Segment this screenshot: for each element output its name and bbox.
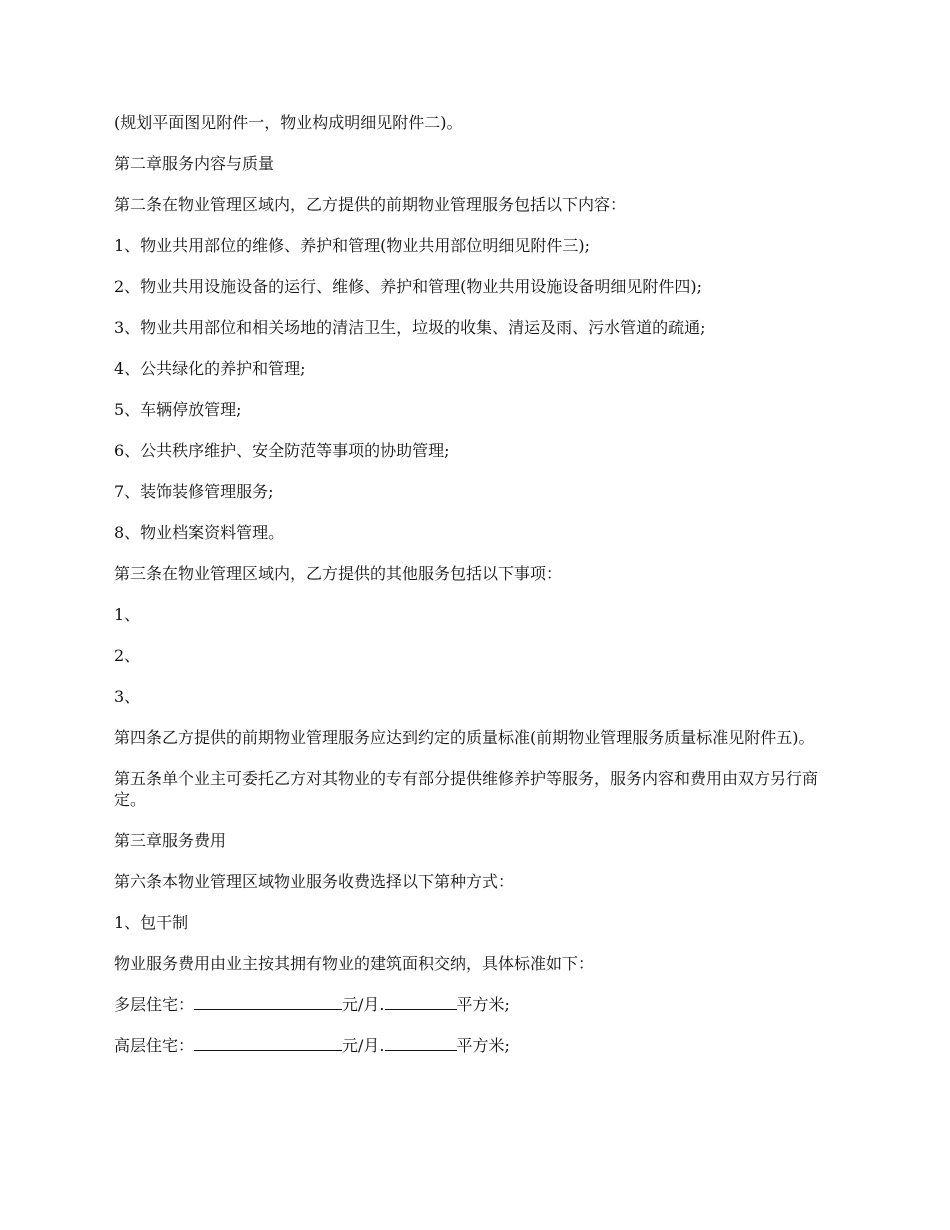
service-item-7: 7、装饰装修管理服务; — [114, 482, 274, 501]
fee-blank-area[interactable] — [385, 1036, 457, 1051]
fee-line-multistory — [114, 994, 844, 1015]
article-4: 第四条乙方提供的前期物业管理服务应达到约定的质量标准(前期物业管理服务质量标准见附件五)。 — [114, 728, 815, 747]
service-item-4: 4、公共绿化的养护和管理; — [114, 359, 306, 378]
other-service-item-3: 3、 — [114, 687, 141, 706]
service-item-5: 5、车辆停放管理; — [114, 400, 242, 419]
article-3: 第三条在物业管理区域内，乙方提供的其他服务包括以下事项： — [114, 564, 563, 583]
service-item-3: 3、物业共用部位和相关场地的清洁卫生，垃圾的收集、清运及雨、污水管道的疏通; — [114, 318, 706, 337]
fee-line-area-unit: 平方米; — [456, 1036, 510, 1055]
chapter-heading-3: 第三章服务费用 — [114, 831, 227, 850]
fee-blank-area[interactable] — [385, 995, 457, 1010]
service-item-6: 6、公共秩序维护、安全防范等事项的协助管理; — [114, 441, 450, 460]
fee-line-label: 多层住宅： — [114, 995, 195, 1014]
service-item-2: 2、物业共用设施设备的运行、维修、养护和管理(物业共用设施设备明细见附件四); — [114, 277, 703, 296]
other-service-item-2: 2、 — [114, 646, 141, 665]
fee-line-unit: 元/月. — [342, 1036, 385, 1055]
chapter-heading-2: 第二章服务内容与质量 — [114, 154, 275, 173]
fee-line-area-unit: 平方米; — [456, 995, 510, 1014]
service-item-1: 1、物业共用部位的维修、养护和管理(物业共用部位明细见附件三); — [114, 236, 591, 255]
fee-method-1: 1、包干制 — [114, 913, 189, 932]
fee-line-unit: 元/月. — [342, 995, 385, 1014]
article-5: 第五条单个业主可委托乙方对其物业的专有部分提供维修养护等服务，服务内容和费用由双方另行商定。 — [114, 769, 819, 809]
article-2: 第二条在物业管理区域内，乙方提供的前期物业管理服务包括以下内容： — [114, 195, 627, 214]
fee-blank-rate[interactable] — [194, 995, 342, 1010]
service-item-8: 8、物业档案资料管理。 — [114, 523, 285, 542]
fee-blank-rate[interactable] — [194, 1036, 342, 1051]
fee-standard-intro: 物业服务费用由业主按其拥有物业的建筑面积交纳，具体标准如下： — [114, 954, 595, 973]
document-page — [114, 112, 844, 1076]
fee-line-highrise — [114, 1035, 844, 1056]
article-6: 第六条本物业管理区域物业服务收费选择以下第种方式： — [114, 872, 515, 891]
fee-line-label: 高层住宅： — [114, 1036, 195, 1055]
paragraph-attachment-note: (规划平面图见附件一，物业构成明细见附件二)。 — [114, 113, 463, 132]
other-service-item-1: 1、 — [114, 605, 141, 624]
